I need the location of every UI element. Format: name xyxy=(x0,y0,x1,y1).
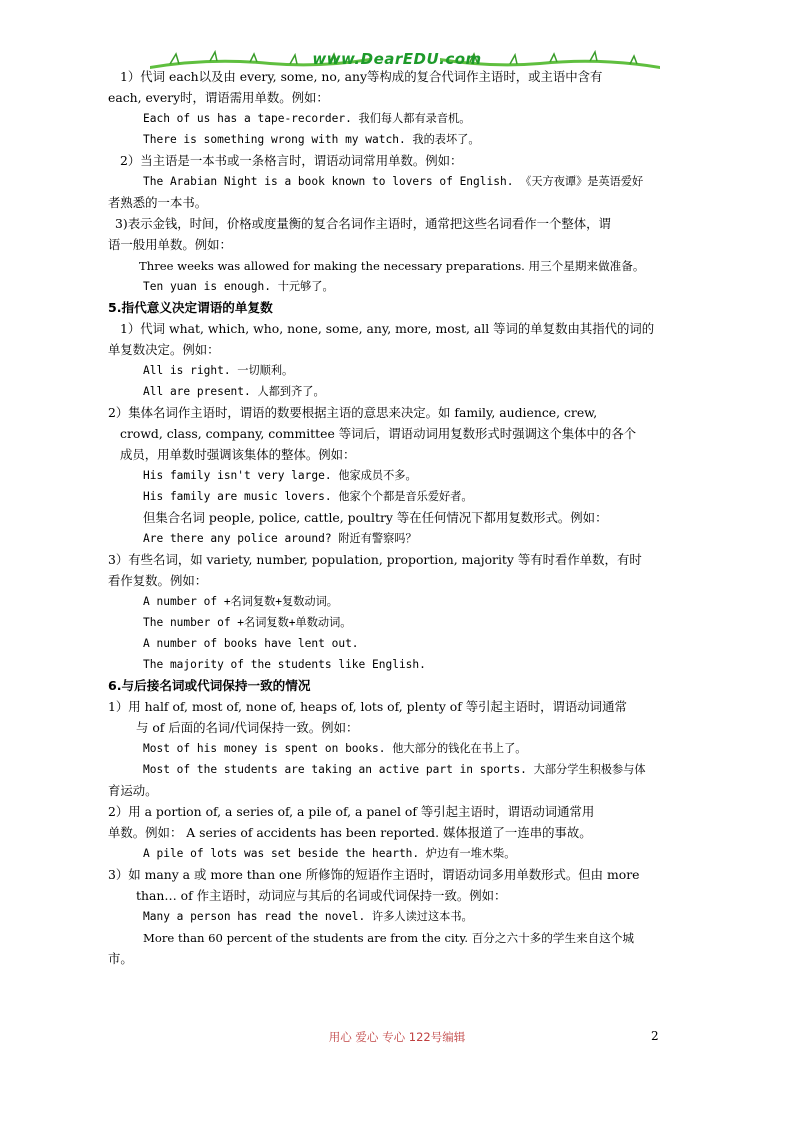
example-line: A number of books have lent out. xyxy=(143,637,359,650)
example-line: His family are music lovers. 他家个个都是音乐爱好者。 xyxy=(143,490,473,503)
example-line: Most of the students are taking an active part in sports. 大部分学生积极参与体 xyxy=(143,763,646,776)
example-line: There is something wrong with my watch. 我的表坏了。 xyxy=(143,133,480,146)
example-line: All is right. 一切顺利。 xyxy=(143,364,294,377)
example-line: A number of +名词复数+复数动词。 xyxy=(143,595,338,608)
example-line: Are there any police around? 附近有警察吗？ xyxy=(143,532,417,545)
example-line: More than 60 percent of the students are from the city. 百分之六十多的学生来自这个城 xyxy=(143,931,635,945)
site-url: www.DearEDU.com xyxy=(312,50,482,68)
example-line: Three weeks was allowed for making the necessary preparations. 用三个星期来做准备。 xyxy=(139,259,645,273)
example-line: Ten yuan is enough. 十元够了。 xyxy=(143,280,334,293)
example-line: The majority of the students like English. xyxy=(143,658,426,671)
text-line: 1）用 half of, most of, none of, heaps of, lots of, plenty of 等引起主语时，谓语动词通常 xyxy=(108,699,627,714)
example-line: A pile of lots was set beside the hearth. 炉边有一堆木柴。 xyxy=(143,847,516,860)
text-line: 3）有些名词，如 variety, number, population, proportion, majority 等有时看作单数，有时 xyxy=(108,552,642,567)
text-line: 成员，用单数时强调该集体的整体。例如： xyxy=(120,447,356,462)
text-line: 单复数决定。例如： xyxy=(108,342,220,357)
text-line: 3）如 many a 或 more than one 所修饰的短语作主语时，谓语动词多用单数形式。但由 more xyxy=(108,867,640,882)
section-heading-6: 6.与后接名词或代词保持一致的情况 xyxy=(108,678,311,693)
text-line: 单数。例如： A series of accidents has been reported. 媒体报道了一连串的事故。 xyxy=(108,825,592,840)
text-line: 1）代词 each以及由 every, some, no, any等构成的复合代词作主语时，或主语中含有 xyxy=(120,69,603,84)
text-line: 者熟悉的一本书。 xyxy=(108,195,208,210)
text-line: 育运动。 xyxy=(108,783,158,798)
text-line: 2）集体名词作主语时，谓语的数要根据主语的意思来决定。如 family, audience, crew, xyxy=(108,405,598,420)
text-line: 市。 xyxy=(108,951,133,966)
text-line: 语一般用单数。例如： xyxy=(108,237,232,252)
text-line: 2）用 a portion of, a series of, a pile of, a panel of 等引起主语时，谓语动词通常用 xyxy=(108,804,595,819)
text-line: 但集合名词 people, police, cattle, poultry 等在任何情况下都用复数形式。例如： xyxy=(143,510,608,525)
footer-credit: 用心 爱心 专心 122号编辑 xyxy=(328,1030,466,1044)
example-line: All are present. 人都到齐了。 xyxy=(143,385,325,398)
example-line: His family isn't very large. 他家成员不多。 xyxy=(143,469,417,482)
text-line: each, every时，谓语需用单数。例如： xyxy=(108,90,329,105)
example-line: Most of his money is spent on books. 他大部分的钱化在书上了。 xyxy=(143,742,527,755)
section-heading-5: 5.指代意义决定谓语的单复数 xyxy=(108,300,273,315)
page-number: 2 xyxy=(651,1029,659,1043)
example-line: The number of +名词复数+单数动词。 xyxy=(143,616,352,629)
text-line: 3)表示金钱，时间，价格或度量衡的复合名词作主语时，通常把这些名词看作一个整体，谓 xyxy=(115,216,611,231)
example-line: Many a person has read the novel. 许多人读过这本书。 xyxy=(143,910,473,923)
text-line: crowd, class, company, committee 等词后，谓语动词用复数形式时强调这个集体中的各个 xyxy=(120,426,637,441)
text-line: than… of 作主语时，动词应与其后的名词或代词保持一致。例如： xyxy=(136,888,507,903)
text-line: 看作复数。例如： xyxy=(108,573,208,588)
example-line: The Arabian Night is a book known to lovers of English. 《天方夜谭》是英语爱好 xyxy=(143,175,644,188)
text-line: 与 of 后面的名词/代词保持一致。例如： xyxy=(136,720,359,735)
text-line: 2）当主语是一本书或一条格言时，谓语动词常用单数。例如： xyxy=(120,153,463,168)
example-line: Each of us has a tape-recorder. 我们每人都有录音机。 xyxy=(143,112,471,125)
text-line: 1）代词 what, which, who, none, some, any, more, most, all 等词的单复数由其指代的词的 xyxy=(120,321,655,336)
